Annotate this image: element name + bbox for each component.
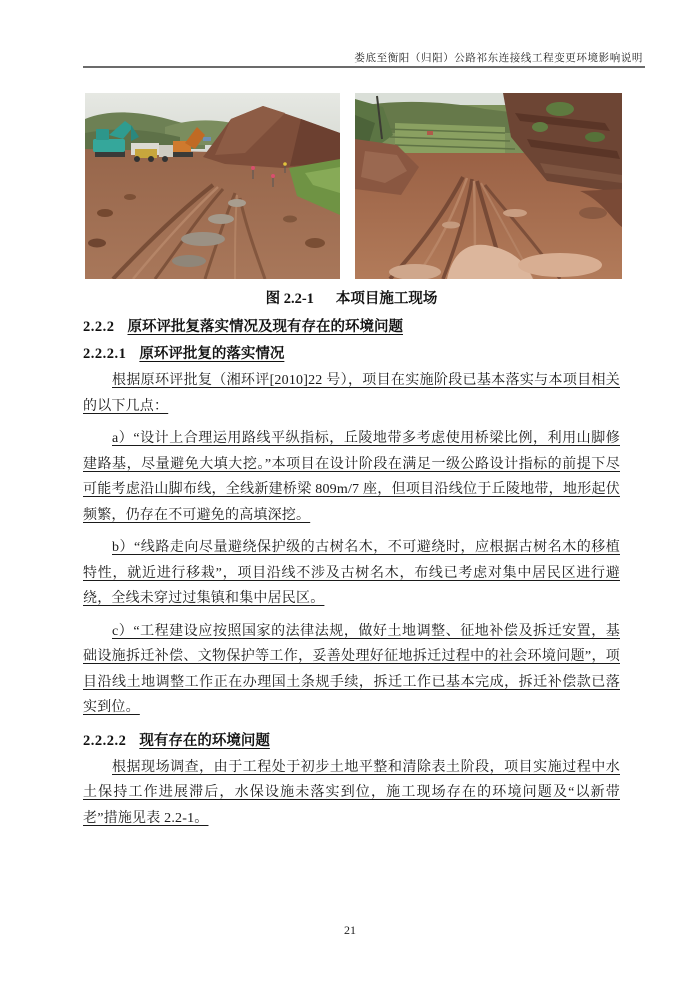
page-number: 21 <box>344 923 356 937</box>
figure-caption-title: 本项目施工现场 <box>335 291 438 307</box>
figure-photos <box>85 93 622 279</box>
paragraph-intro: 根据原环评批复（湘环评[2010]22 号），项目在实施阶段已基本落实与本项目相关的以下几点： <box>83 373 620 414</box>
heading-number: 2.2.2.2 <box>83 732 127 749</box>
heading-number: 2.2.2.1 <box>83 346 127 362</box>
figure-caption-label: 图 2.2-1 <box>265 291 314 307</box>
heading-2-2-2-2 <box>83 728 620 755</box>
paragraph-item-a: a）“设计上合理运用路线平纵指标，丘陵地带多考虑使用桥梁比例，利用山脚修建路基，尽量避免大填大挖。”本项目在设计阶段在满足一级公路设计指标的前提下尽可能考虑沿山脚布线，全线新建桥梁 809m/7 座，但项目沿线位于丘陵地带，地形起伏频繁，仍存在不可避免的高填深挖。 <box>83 431 620 523</box>
document-body <box>83 314 620 838</box>
header-rule <box>83 66 645 68</box>
heading-number: 2.2.2 <box>83 319 115 335</box>
header-title: 娄底至衡阳（归阳）公路祁东连接线工程变更环境影响说明 <box>354 53 643 64</box>
paragraph-item-b: b）“线路走向尽量避绕保护级的古树名木，不可避绕时，应根据古树名木的移植特性，就近进行移栽”，项目沿线不涉及古树名木，布线已考虑对集中居民区进行避绕，全线未穿过过集镇和集中居民区。 <box>83 540 620 606</box>
heading-2-2-2 <box>83 314 620 341</box>
heading-2-2-2-1 <box>83 341 620 368</box>
figure-caption <box>83 287 620 308</box>
paragraph-current-issues: 根据现场调查，由于工程处于初步土地平整和清除表土阶段，项目实施过程中水土保持工作进展滞后，水保设施未落实到位，施工现场存在的环境问题及“以新带老”措施见表 2.2-1。 <box>83 759 620 826</box>
construction-photo-right <box>355 93 622 279</box>
heading-title: 原环评批复的落实情况 <box>139 346 285 362</box>
construction-photo-left <box>85 93 340 279</box>
heading-title: 原环评批复落实情况及现有存在的环境问题 <box>127 319 403 335</box>
heading-title: 现有存在的环境问题 <box>139 732 270 749</box>
paragraph-item-c: c）“工程建设应按照国家的法律法规，做好土地调整、征地补偿及拆迁安置，基础设施拆迁补偿、文物保护等工作，妥善处理好征地拆迁过程中的社会环境问题”，项目沿线土地调整工作正在办理国土条规手续，拆迁工作已基本完成，拆迁补偿款已落实到位。 <box>83 623 620 715</box>
